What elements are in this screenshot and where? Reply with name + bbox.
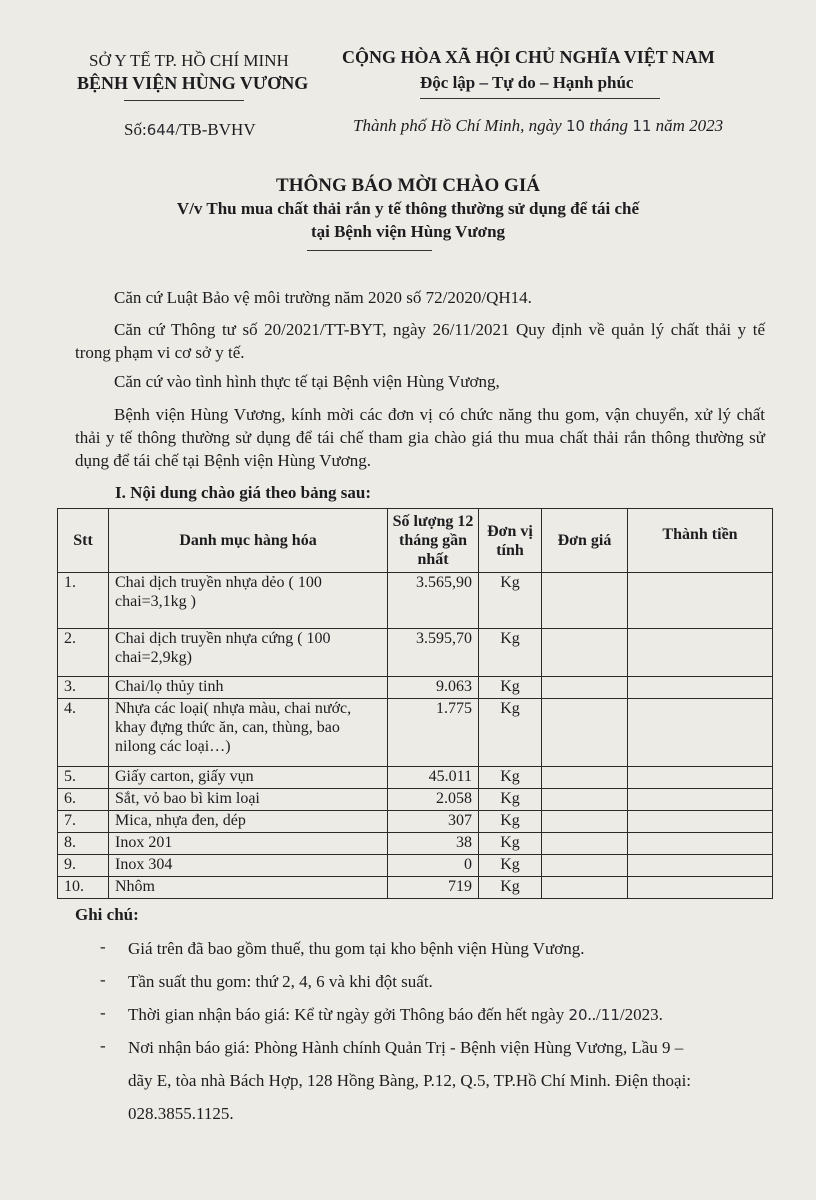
cell-total (628, 677, 773, 699)
ministry-name: SỞ Y TẾ TP. HỒ CHÍ MINH (89, 51, 289, 70)
note-price-includes-tax: Giá trên đã bao gồm thuế, thu gom tại kho bệnh viện Hùng Vương. (128, 939, 585, 958)
cell-price (542, 629, 628, 677)
cell-quantity: 307 (388, 811, 479, 833)
doc-no-handwritten: 644 (146, 121, 176, 139)
cell-unit: Kg (479, 677, 542, 699)
cell-stt: 3. (58, 677, 109, 699)
cell-name: Giấy carton, giấy vụn (109, 767, 388, 789)
cell-total (628, 573, 773, 629)
legal-basis-1: Căn cứ Luật Bảo vệ môi trường năm 2020 số 72/2020/QH14. (114, 288, 532, 307)
cell-price (542, 789, 628, 811)
cell-price (542, 833, 628, 855)
cell-stt: 1. (58, 573, 109, 629)
notice-subject-line2: tại Bệnh viện Hùng Vương (310, 222, 506, 241)
deadline-text: Thời gian nhận báo giá: Kể từ ngày gởi Thông báo đến hết ngày (128, 1005, 569, 1024)
deadline-day-handwritten: 20 (568, 1006, 588, 1024)
date-prefix: Thành phố Hồ Chí Minh, ngày (353, 116, 566, 135)
cell-name: Inox 201 (109, 833, 388, 855)
cell-quantity: 3.595,70 (388, 629, 479, 677)
cell-total (628, 699, 773, 767)
cell-stt: 8. (58, 833, 109, 855)
header-price: Đơn giá (542, 509, 628, 573)
table-row (58, 811, 773, 833)
cell-unit: Kg (479, 699, 542, 767)
note-bullet: - (100, 937, 106, 956)
table-row (58, 767, 773, 789)
section-title: I. Nội dung chào giá theo bảng sau: (115, 483, 372, 502)
note-bullet: - (100, 970, 106, 989)
legal-basis-3: Căn cứ vào tình hình thực tế tại Bệnh viện Hùng Vương, (114, 372, 500, 391)
price-table (57, 508, 773, 899)
cell-stt: 10. (58, 877, 109, 899)
cell-total (628, 833, 773, 855)
doc-no-suffix: /TB-BVHV (175, 120, 256, 139)
cell-quantity: 719 (388, 877, 479, 899)
notes-title: Ghi chú: (75, 905, 139, 924)
date-month-handwritten: 11 (632, 117, 652, 135)
cell-quantity: 3.565,90 (388, 573, 479, 629)
cell-unit: Kg (479, 855, 542, 877)
cell-name: Sắt, vỏ bao bì kim loại (109, 789, 388, 811)
deadline-separator: ../ (587, 1005, 601, 1024)
cell-price (542, 877, 628, 899)
cell-total (628, 629, 773, 677)
cell-price (542, 699, 628, 767)
table-row (58, 789, 773, 811)
table-row (58, 677, 773, 699)
cell-stt: 5. (58, 767, 109, 789)
note-phone: 028.3855.1125. (128, 1104, 234, 1123)
nation-name: CỘNG HÒA XÃ HỘI CHỦ NGHĨA VIỆT NAM (342, 47, 715, 67)
cell-quantity: 2.058 (388, 789, 479, 811)
date-month-label: tháng (585, 116, 633, 135)
cell-quantity: 0 (388, 855, 479, 877)
motto-underline (420, 98, 660, 99)
cell-unit: Kg (479, 767, 542, 789)
table-row (58, 855, 773, 877)
cell-total (628, 789, 773, 811)
notice-title: THÔNG BÁO MỜI CHÀO GIÁ (276, 175, 540, 196)
date-day-handwritten: 10 (565, 117, 586, 135)
deadline-month-handwritten: 11 (600, 1006, 620, 1024)
cell-name: Chai/lọ thủy tinh (109, 677, 388, 699)
header-stt: Stt (58, 509, 109, 573)
cell-price (542, 677, 628, 699)
deadline-year: /2023. (619, 1005, 663, 1024)
cell-price (542, 767, 628, 789)
note-bullet: - (100, 1003, 106, 1022)
cell-quantity: 45.011 (388, 767, 479, 789)
table-row (58, 573, 773, 629)
doc-no-prefix: Số: (124, 120, 147, 139)
cell-total (628, 767, 773, 789)
cell-stt: 4. (58, 699, 109, 767)
cell-name: Inox 304 (109, 855, 388, 877)
note-address-line2: dãy E, tòa nhà Bách Hợp, 128 Hồng Bàng, P.12, Q.5, TP.Hồ Chí Minh. Điện thoại: (128, 1071, 692, 1090)
notice-subject-line1: V/v Thu mua chất thải rắn y tế thông thường sử dụng để tái chế (176, 199, 640, 218)
cell-unit: Kg (479, 833, 542, 855)
table-header-row (58, 509, 773, 573)
legal-basis-2: Căn cứ Thông tư số 20/2021/TT-BYT, ngày 26/11/2021 Quy định về quản lý chất thải y tế trong phạm vi cơ sở y tế. (75, 320, 765, 362)
header-name: Danh mục hàng hóa (109, 509, 388, 573)
hospital-underline (124, 100, 244, 101)
cell-unit: Kg (479, 573, 542, 629)
cell-total (628, 877, 773, 899)
header-quantity: Số lượng 12 tháng gần nhất (388, 509, 479, 573)
table-row (58, 699, 773, 767)
document-number (124, 120, 256, 140)
title-underline (307, 250, 432, 251)
cell-stt: 9. (58, 855, 109, 877)
cell-price (542, 573, 628, 629)
cell-unit: Kg (479, 629, 542, 677)
cell-total (628, 811, 773, 833)
cell-stt: 2. (58, 629, 109, 677)
hospital-name: BỆNH VIỆN HÙNG VƯƠNG (77, 73, 309, 93)
cell-unit: Kg (479, 789, 542, 811)
cell-quantity: 38 (388, 833, 479, 855)
table-row (58, 877, 773, 899)
note-bullet: - (100, 1036, 106, 1055)
cell-price (542, 811, 628, 833)
note-quote-deadline (128, 1003, 663, 1027)
table-row (58, 833, 773, 855)
cell-name: Nhựa các loại( nhựa màu, chai nước, khay đựng thức ăn, can, thùng, bao nilong các loại…) (109, 699, 388, 767)
nation-motto: Độc lập – Tự do – Hạnh phúc (420, 73, 634, 92)
document-date (353, 116, 723, 136)
header-total: Thành tiền (628, 509, 773, 573)
cell-name: Mica, nhựa đen, dép (109, 811, 388, 833)
cell-price (542, 855, 628, 877)
cell-unit: Kg (479, 877, 542, 899)
header-unit: Đơn vị tính (479, 509, 542, 573)
date-year: năm 2023 (651, 116, 724, 135)
table-row (58, 629, 773, 677)
cell-quantity: 9.063 (388, 677, 479, 699)
cell-stt: 7. (58, 811, 109, 833)
cell-name: Nhôm (109, 877, 388, 899)
cell-name: Chai dịch truyền nhựa cứng ( 100 chai=2,9kg) (109, 629, 388, 677)
cell-total (628, 855, 773, 877)
invitation-paragraph: Bệnh viện Hùng Vương, kính mời các đơn vị có chức năng thu gom, vận chuyển, xử lý chất thải y tế thông thường sử dụng để tái chế tham gia chào giá thu mua chất thải rắn thông thường sử dụng để tái chế tại Bệnh viện Hùng Vương. (75, 405, 765, 470)
cell-unit: Kg (479, 811, 542, 833)
note-collection-frequency: Tần suất thu gom: thứ 2, 4, 6 và khi đột suất. (128, 972, 433, 991)
cell-stt: 6. (58, 789, 109, 811)
cell-name: Chai dịch truyền nhựa dẻo ( 100 chai=3,1kg ) (109, 573, 388, 629)
cell-quantity: 1.775 (388, 699, 479, 767)
note-address-line1: Nơi nhận báo giá: Phòng Hành chính Quản Trị - Bệnh viện Hùng Vương, Lầu 9 – (128, 1038, 684, 1057)
